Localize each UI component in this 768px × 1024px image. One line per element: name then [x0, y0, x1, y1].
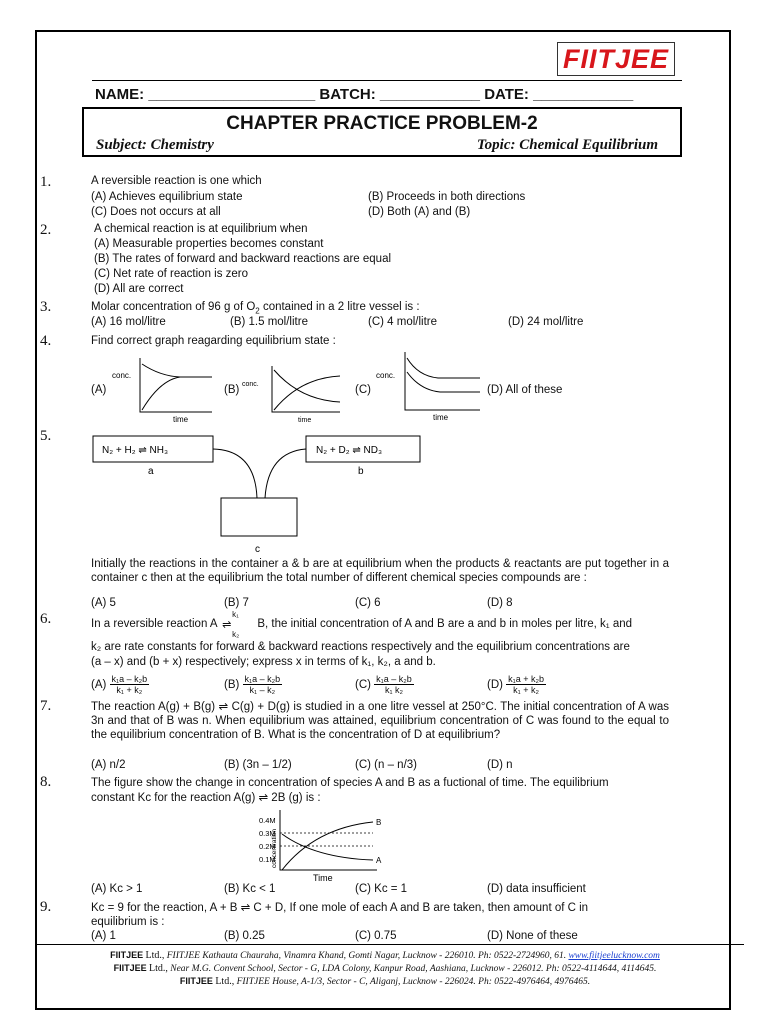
- q4-xlabel: time: [298, 417, 312, 424]
- q2-option[interactable]: (C) Net rate of reaction is zero: [94, 268, 249, 280]
- q5-option[interactable]: (A) 5: [91, 597, 116, 609]
- topic-label: Topic: Chemical Equilibrium: [476, 137, 658, 153]
- q6-line2: k₂ are rate constants for forward & backward reactions respectively and the equilibrium concentrations are: [91, 641, 630, 653]
- q2-option[interactable]: (A) Measurable properties becomes constant: [94, 238, 324, 250]
- q9-option[interactable]: (D) None of these: [487, 930, 578, 942]
- q8-ytick: 0.4M: [259, 816, 276, 825]
- q4-ylabel: conc.: [242, 381, 259, 388]
- q8-option[interactable]: (C) Kc = 1: [355, 883, 408, 895]
- footer-line-2: FIITJEE Ltd., Near M.G. Convent School, Sector - G, LDA Colony, Kanpur Road, Aashiana, Lucknow - 226012. Ph: 0522-4114644, 4114645.: [113, 963, 657, 974]
- q9-option[interactable]: (B) 0.25: [224, 930, 265, 942]
- website-link[interactable]: www.fiitjeelucknow.com: [568, 951, 660, 961]
- q5-option[interactable]: (C) 6: [355, 597, 381, 609]
- q8-text-line1: The figure show the change in concentration of species A and B as a fuctional of time. The equilibrium: [91, 777, 609, 789]
- q8-curve-a-label: A: [376, 856, 382, 865]
- q2-number: 2.: [40, 222, 52, 238]
- q4-graphs: [100, 350, 500, 428]
- q7-option[interactable]: (A) n/2: [91, 759, 126, 771]
- q4-graph-c: [376, 352, 480, 422]
- q5-label-c: c: [255, 544, 260, 555]
- q3-option[interactable]: (C) 4 mol/litre: [368, 316, 438, 328]
- q1-option[interactable]: (B) Proceeds in both directions: [368, 191, 526, 203]
- q4-xlabel: time: [433, 413, 449, 422]
- q4-text: Find correct graph reagarding equilibrium state :: [91, 335, 336, 347]
- q8-curve-b: [282, 822, 373, 870]
- q4-option[interactable]: (B): [224, 384, 240, 396]
- q3-text: Molar concentration of 96 g of $O_2$ contained in a 2 litre vessel is :: [91, 301, 420, 316]
- q8-xlabel: Time: [313, 873, 333, 883]
- q3-number: 3.: [40, 299, 52, 315]
- header-rule: [92, 80, 682, 81]
- q4-ylabel: conc.: [112, 371, 132, 380]
- student-info-row: [95, 86, 633, 103]
- q9-number: 9.: [40, 899, 52, 915]
- q4-option[interactable]: (D) All of these: [487, 384, 563, 396]
- q6-number: 6.: [40, 611, 52, 627]
- q7-option[interactable]: (C) (n – n/3): [355, 759, 417, 771]
- q9-text-line2: equilibrium is :: [91, 916, 165, 928]
- q8-number: 8.: [40, 774, 52, 790]
- q1-number: 1.: [40, 174, 52, 190]
- q1-option[interactable]: (A) Achieves equilibrium state: [91, 191, 243, 203]
- fiitjee-logo: FIITJEE: [557, 42, 675, 76]
- q9-option[interactable]: (C) 0.75: [355, 930, 397, 942]
- q5-number: 5.: [40, 428, 52, 444]
- q8-curve-b-label: B: [376, 818, 382, 827]
- q8-option[interactable]: (A) Kc > 1: [91, 883, 143, 895]
- q8-ytick: 0.2M: [259, 842, 276, 851]
- q6-option-b[interactable]: (B) $\frac{\text{k₁a – k₂b}}{\text{k₁ – k₂}}$: [224, 674, 281, 696]
- q5-container-c: [221, 498, 297, 536]
- q9-text-line1: Kc = 9 for the reaction, A + B ⇌ C + D, If one mole of each A and B are taken, then amount of C in: [91, 902, 589, 914]
- q4-option[interactable]: (C): [355, 384, 371, 396]
- q7-option[interactable]: (B) (3n – 1/2): [224, 759, 292, 771]
- q8-text-line2: constant Kc for the reaction A(g) ⇌ 2B (g) is :: [91, 792, 321, 804]
- q5-box-b-label: N₂ + D₂ ⇌ ND₃: [316, 445, 383, 456]
- q5-diagram: [90, 430, 430, 558]
- q3-option[interactable]: (B) 1.5 mol/litre: [230, 316, 308, 328]
- q1-option[interactable]: (D) Both (A) and (B): [368, 206, 471, 218]
- subject-label: Subject: Chemistry: [96, 137, 214, 153]
- q6-option-d[interactable]: (D) $\frac{\text{k₁a + k₂b}}{\text{k₁ + k₂}}$: [487, 674, 544, 696]
- q8-ytick: 0.3M: [259, 829, 276, 838]
- q2-option[interactable]: (D) All are correct: [94, 283, 184, 295]
- q6-option-c[interactable]: (C) $\frac{\text{k₁a – k₂b}}{\text{k₁ k₂}}$: [355, 674, 412, 696]
- q8-ytick: 0.1M: [259, 855, 276, 864]
- q7-number: 7.: [40, 698, 52, 714]
- batch-field[interactable]: BATCH: ____________: [319, 86, 481, 103]
- q2-text: A chemical reaction is at equilibrium when: [94, 223, 308, 235]
- q4-number: 4.: [40, 333, 52, 349]
- q6-option-a[interactable]: (A) $\frac{\text{k₁a – k₂b}}{\text{k₁ + k₂}}$: [91, 674, 148, 696]
- q5-option[interactable]: (D) 8: [487, 597, 513, 609]
- q6-line1: In a reversible reaction A k₁ ⇌ k₂ B, the initial concentration of A and B are a and b in moles per litre, k₁ and: [91, 610, 633, 639]
- q3-option[interactable]: (D) 24 mol/litre: [508, 316, 584, 328]
- q2-option[interactable]: (B) The rates of forward and backward reactions are equal: [94, 253, 392, 265]
- q5-label-a: a: [148, 466, 154, 477]
- q4-graph-b: [242, 366, 340, 424]
- q7-option[interactable]: (D) n: [487, 759, 513, 771]
- q4-ylabel: conc.: [376, 371, 396, 380]
- q8-graph: [255, 808, 395, 884]
- footer-line-1: FIITJEE Ltd., FIITJEE Kathauta Chauraha, Vinamra Khand, Gomti Nagar, Lucknow - 226010. Ph: 0522-2724960, 61. www.fiitjeelucknow.com: [110, 950, 660, 961]
- q8-option[interactable]: (D) data insufficient: [487, 883, 586, 895]
- q5-label-b: b: [358, 466, 364, 477]
- title-box: [82, 107, 682, 157]
- q5-box-a-label: N₂ + H₂ ⇌ NH₃: [102, 445, 169, 456]
- q4-graph-a: [112, 358, 212, 424]
- date-field[interactable]: DATE: ____________: [484, 86, 634, 103]
- footer-rule: [36, 944, 744, 945]
- q5-option[interactable]: (B) 7: [224, 597, 249, 609]
- q5-text: Initially the reactions in the container a & b are at equilibrium when the products & reactants are put together in a container c then at the equilibrium the total number of different chemical species compounds are :: [91, 558, 669, 584]
- q8-ylabel: concentration: [271, 828, 278, 868]
- q4-xlabel: time: [173, 415, 189, 424]
- q4-option[interactable]: (A): [91, 384, 107, 396]
- page-title: CHAPTER PRACTICE PROBLEM-2: [226, 113, 538, 134]
- q1-option[interactable]: (C) Does not occurs at all: [91, 206, 221, 218]
- q7-text: The reaction A(g) + B(g) ⇌ C(g) + D(g) is studied in a one litre vessel at 250°C. The initial concentration of A was 3n and that of B was n. When equilibrium was attained, equilibrium concentration of C was found to the equal to the equilibrium concentration of B. What is the concentration of D at equilibrium?: [91, 701, 669, 741]
- footer-line-3: FIITJEE Ltd., FIITJEE House, A-1/3, Sector - C, Aliganj, Lucknow - 226024. Ph: 0522-4976464, 4976465.: [179, 976, 591, 987]
- q8-option[interactable]: (B) Kc < 1: [224, 883, 276, 895]
- q8-curve-a: [282, 834, 373, 860]
- q3-option[interactable]: (A) 16 mol/litre: [91, 316, 166, 328]
- q9-option[interactable]: (A) 1: [91, 930, 116, 942]
- name-field[interactable]: NAME: ____________________: [95, 86, 316, 103]
- q6-line3: (a – x) and (b + x) respectively; express x in terms of k₁, k₂, a and b.: [91, 656, 436, 668]
- q1-text: A reversible reaction is one which: [91, 175, 262, 187]
